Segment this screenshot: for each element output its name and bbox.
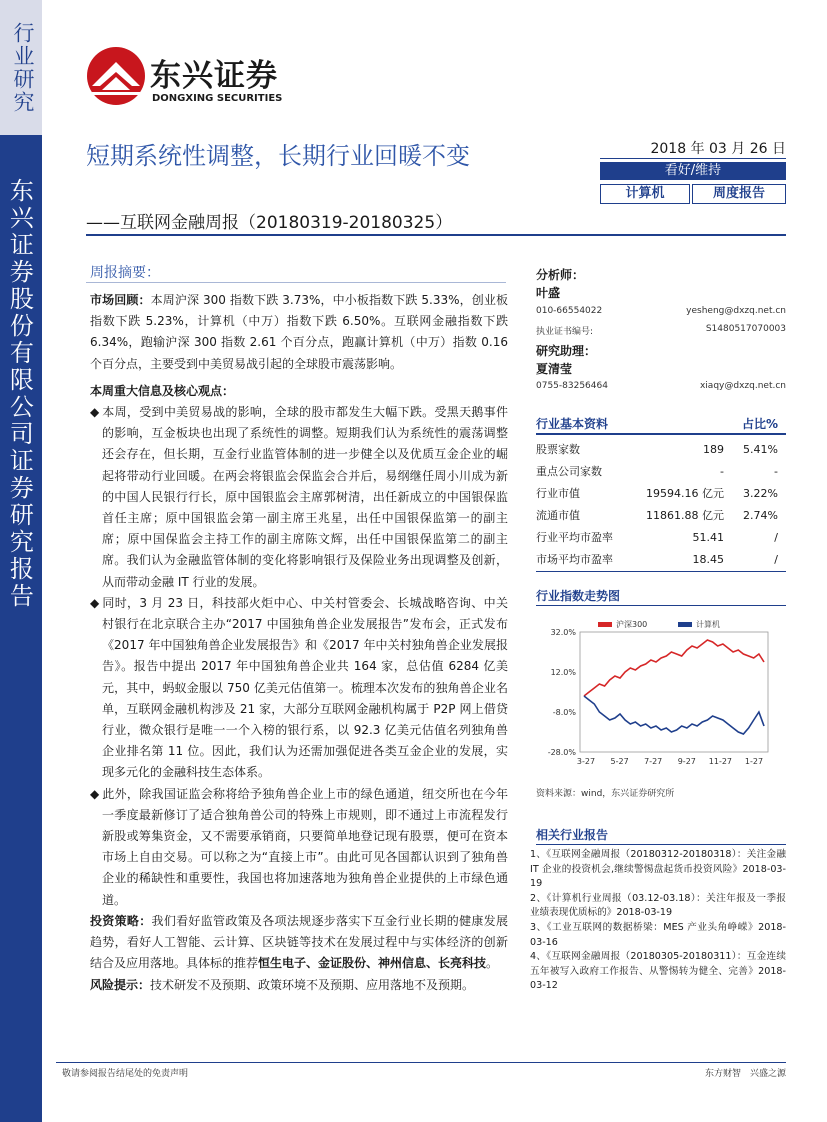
- analyst-contact: [536, 306, 786, 316]
- legend-swatch: [598, 622, 612, 627]
- x-tick-label: 1-27: [744, 757, 764, 766]
- risk-label: 风险提示：: [90, 977, 151, 992]
- bullet-icon: ◆: [90, 405, 100, 420]
- table-cell: 51.41: [692, 530, 724, 544]
- assistant-name: 夏清莹: [536, 362, 573, 376]
- table-row: [536, 526, 786, 548]
- summary-divider: [86, 282, 506, 283]
- invest-label: 投资策略：: [90, 913, 152, 928]
- list-item[interactable]: 2、《计算机行业周报（03.12-03.18）：关注年报及一季报业绩表现优质标的》2018-03-19: [530, 892, 786, 919]
- trend-chart-title: 行业指数走势图: [536, 589, 621, 603]
- table-cell: 189: [703, 442, 724, 456]
- rating-badge: 看好/维持: [600, 162, 786, 180]
- table-bottom-divider: [536, 571, 786, 572]
- bullet-text: 本周，受到中美贸易战的影响，全球的股市都发生大幅下跌。受黑天鹅事件的影响，互金板块也出现了系统性的调整。短期我们认为系统性的震荡调整还会存在，但长期，互金行业监管体制的进一步健全以及优质互金企业的崛起将带动行业回暖。在两会将银监会保监会合并后，易纲继任周小川成为新的中国人民银行行长，原中国银监会主席郭树清，出任新成立的中国银保监首任主席；原中国银监会第一副主席王兆星，出任中国银保监第一的副主席；原中国保监会主持工作的副主席陈文辉，出任中国银保监第二的副主席。我们认为金融监管体制的变化将影响银行及保险业务出现调整及创新，从而带动金融 IT 行业的发展。: [102, 405, 508, 589]
- industry-table-share-label: 占比%: [741, 417, 778, 431]
- date-divider: [600, 158, 786, 159]
- table-cell: /: [774, 530, 778, 544]
- industry-tag: 计算机: [600, 184, 690, 204]
- table-row: [536, 460, 786, 482]
- table-cell: 11861.88 亿元: [646, 509, 724, 522]
- table-cell: 5.41%: [743, 442, 778, 456]
- table-cell: 3.22%: [743, 486, 778, 500]
- key-points-heading: 本周重大信息及核心观点：: [90, 383, 235, 398]
- cert-number: S1480517070003: [705, 324, 786, 334]
- y-tick-label: 12.0%: [550, 668, 576, 677]
- table-cell: 18.45: [692, 552, 724, 566]
- report-subtitle: ——互联网金融周报（20180319-20180325）: [86, 213, 453, 233]
- table-cell: 重点公司家数: [536, 465, 602, 478]
- bullet-item: [90, 402, 508, 593]
- table-cell: /: [774, 552, 778, 566]
- logo-text-cn: 东兴证券: [150, 58, 278, 94]
- bullet-icon: ◆: [90, 595, 100, 610]
- report-type-tag: 周度报告: [692, 184, 786, 204]
- table-cell: 市场平均市盈率: [536, 553, 613, 566]
- dongxing-logo-icon: [86, 46, 146, 106]
- risk-text: 技术研发不及预期、政策环境不及预期、应用落地不及预期。: [150, 977, 475, 992]
- sidebar-category: 行业研究: [11, 22, 35, 114]
- related-divider: [536, 844, 786, 845]
- list-item[interactable]: 4、《互联网金融周报（20180305-20180311）：互金连续五年被写入政府工作报告、从警惕转为健全、完善》2018-03-12: [530, 951, 786, 992]
- table-cell: 行业平均市盈率: [536, 531, 613, 544]
- table-cell: 行业市值: [536, 487, 580, 500]
- assistant-contact: [536, 381, 786, 391]
- list-item[interactable]: 3、《工业互联网的数据桥梁：MES 产业头角峥嵘》2018-03-16: [530, 921, 786, 948]
- x-tick-label: 7-27: [644, 757, 663, 766]
- analyst-name: 叶盛: [536, 286, 561, 300]
- industry-table: [536, 438, 786, 570]
- assistant-email[interactable]: xiaqy@dxzq.net.cn: [699, 381, 786, 391]
- analyst-label: 分析师：: [536, 268, 585, 282]
- industry-table-header: [536, 415, 786, 432]
- industry-table-title: 行业基本资料: [536, 417, 609, 431]
- table-cell: 股票家数: [536, 443, 580, 456]
- report-title: 短期系统性调整，长期行业回暖不变: [86, 142, 470, 170]
- table-cell: 流通市值: [536, 509, 580, 522]
- bullet-item: [90, 784, 508, 911]
- analyst-cert-row: [536, 324, 786, 337]
- series-line-0: [584, 640, 764, 696]
- table-row: [536, 504, 786, 526]
- assistant-phone: 0755-83256464: [536, 381, 608, 391]
- footer-slogan: 东方财智 兴盛之源: [704, 1069, 786, 1079]
- plot-frame: [580, 632, 768, 752]
- bullet-text: 同时，3 月 23 日，科技部火炬中心、中关村管委会、长城战略咨询、中关村银行在北京联合主办“2017 中国独角兽企业发展报告”发布会，正式发布《2017 年中国独角兽企业发展报告》和《2017 年中关村独角兽企业发展报告》。报告中提出 2017 年中国独角兽企业共 164 家，总估值 6284 亿美元，其中，蚂蚁金服以 750 亿美元估值第一。梳理本次发布的独角兽企业名单，互联网金融机构涉及 21 家，大部分互联网金融机构属于 P2P 网上借贷行业，微众银行是唯一一个入榜的银行系，以 92.3 亿美元估值名列独角兽企业排名第 11 位。因此，我们认为还需加强促进各类互金企业的发展，实现多元化的金融科技生态体系。: [102, 595, 508, 780]
- title-divider: [86, 234, 786, 236]
- summary-heading: 周报摘要：: [90, 265, 160, 281]
- invest-text: 我们看好监管政策及各项法规逐步落实下互金行业长期的健康发展趋势，看好人工智能、云计算、区块链等技术在发展过程中与实体经济的创新结合及应用落地。具体标的推荐: [90, 913, 508, 971]
- y-tick-label: 32.0%: [550, 628, 576, 637]
- invest-picks: 恒生电子、金证股份、神州信息、长亮科技: [258, 956, 487, 971]
- footer-disclaimer: 敬请参阅报告结尾处的免责声明: [62, 1069, 189, 1079]
- table-divider: [536, 433, 786, 435]
- table-row: [536, 548, 786, 570]
- table-cell: -: [774, 464, 778, 478]
- x-tick-label: 11-27: [708, 757, 733, 766]
- table-cell: -: [720, 464, 724, 478]
- investment-strategy: [90, 911, 508, 975]
- analyst-phone: 010-66554022: [536, 306, 603, 316]
- table-cell: 2.74%: [743, 508, 778, 522]
- report-date: 2018 年 03 月 26 日: [650, 141, 786, 157]
- list-item[interactable]: 1、《互联网金融周报（20180312-20180318）：关注金融 IT 企业的投资机会,继续警惕盘起货币投资风险》2018-03-19: [530, 849, 786, 890]
- cert-label: 执业证书编号:: [536, 327, 594, 337]
- summary-body: [90, 290, 508, 996]
- series-line-1: [584, 696, 764, 734]
- related-reports-title: 相关行业报告: [536, 828, 609, 842]
- bullet-text: 此外，除我国证监会称将给予独角兽企业上市的绿色通道，纽交所也在今年一季度最新修订了适合独角兽公司的特殊上市规则，即不通过上市流程发行新股或筹集资金，又不需要承销商，只要简单地登记现有股票，便可在资本市场上自由交易。可以称之为“直接上市”。由此可见各国都认识到了独角兽企业的稀缺性和重要性，我国也将加速落地为独角兽企业提供的上市绿色通道。: [102, 786, 508, 907]
- market-review: [90, 290, 508, 375]
- legend-label: 计算机: [696, 620, 720, 629]
- legend-label: 沪深300: [616, 620, 648, 629]
- trend-divider: [536, 605, 786, 606]
- table-cell: 19594.16 亿元: [646, 487, 724, 500]
- bullet-icon: ◆: [90, 786, 100, 801]
- risk-warning: [90, 975, 508, 996]
- x-tick-label: 9-27: [677, 757, 696, 766]
- legend-swatch: [678, 622, 692, 627]
- table-row: [536, 438, 786, 460]
- y-tick-label: -28.0%: [547, 748, 576, 757]
- footer-divider: [56, 1062, 786, 1063]
- table-row: [536, 482, 786, 504]
- x-tick-label: 5-27: [610, 757, 629, 766]
- bullet-item: [90, 593, 508, 784]
- market-text: 本周沪深 300 指数下跌 3.73%，中小板指数下跌 5.33%，创业板指数下跌 5.23%，计算机（中万）指数下跌 6.50%。互联网金融指数下跌 6.34%，跑输沪深 300 指数 2.61 个百分点，跑赢计算机（中万）指数 0.16 个百分点，主要受到中美贸易战引起的全球股市震荡影响。: [90, 293, 508, 371]
- y-tick-label: -8.0%: [552, 708, 576, 717]
- related-reports-list: [530, 848, 786, 994]
- market-label: 市场回顾：: [90, 293, 151, 307]
- logo-text-en: DONGXING SECURITIES: [152, 93, 283, 104]
- chart-source: 资料来源：wind，东兴证券研究所: [536, 789, 675, 799]
- x-tick-label: 3-27: [576, 757, 596, 766]
- sidebar-company: 东兴证券股份有限公司证券研究报告: [5, 178, 34, 610]
- analyst-email[interactable]: yesheng@dxzq.net.cn: [686, 306, 786, 316]
- assistant-label: 研究助理：: [536, 344, 597, 358]
- invest-end: 。: [486, 956, 499, 971]
- index-trend-chart: [536, 612, 786, 782]
